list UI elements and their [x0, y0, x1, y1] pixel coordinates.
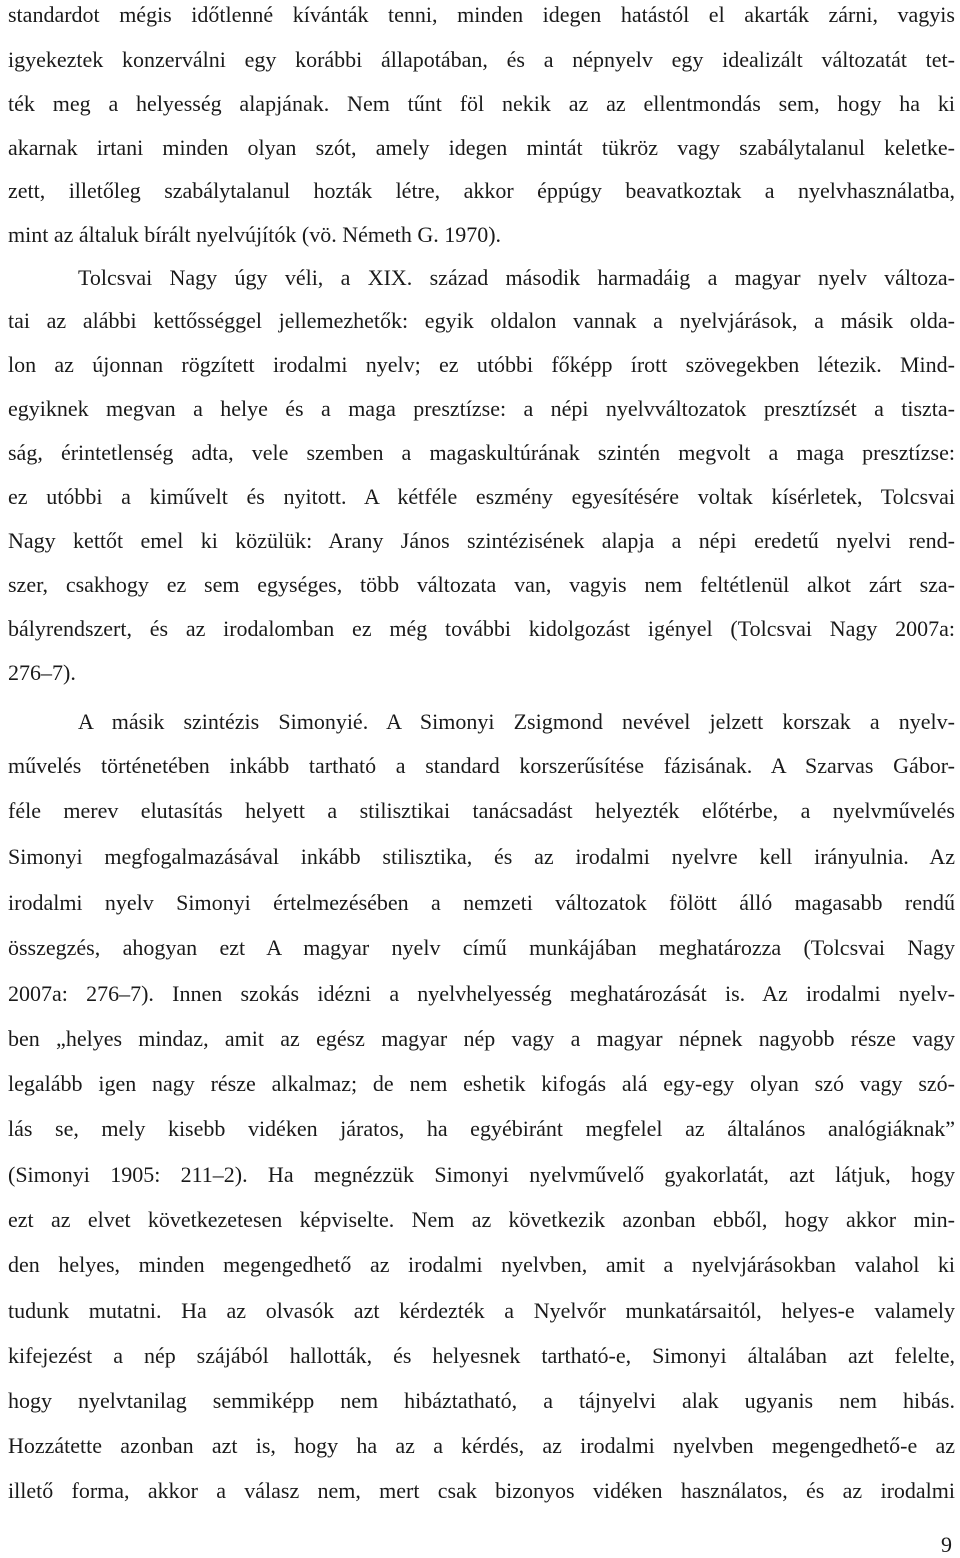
paragraph-first-line: Tolcsvai Nagy úgy véli, a XIX. század második harmadáig a magyar nyelv változa-: [78, 265, 955, 290]
text-line: lon az újonnan rögzített irodalmi nyelv; ez utóbbi főképp írott szövegekben létezik. Mind-: [8, 352, 955, 377]
text-line: tai az alábbi kettősséggel jellemezhetők: egyik oldalon vannak a nyelvjárások, a másik olda-: [8, 308, 955, 333]
text-line: mint az általuk bírált nyelvújítók (vö. Németh G. 1970).: [8, 222, 502, 247]
text-line: ezt az elvet következetesen képviselte. Nem az következik azonban ebből, hogy akkor min-: [8, 1207, 955, 1232]
text-line: Nagy kettőt emel ki közülük: Arany János szintézisének alapja a népi eredetű nyelvi rend-: [8, 528, 955, 553]
text-line: Hozzátette azonban azt is, hogy ha az a kérdés, az irodalmi nyelvben megengedhető-e az: [8, 1433, 955, 1458]
text-line: ben „helyes mindaz, amit az egész magyar nép vagy a magyar népnek nagyobb része vagy: [8, 1026, 955, 1051]
text-line: bályrendszert, és az irodalomban ez még további kidolgozást igényel (Tolcsvai Nagy 2007a:: [8, 616, 955, 641]
text-line: 2007a: 276–7). Innen szokás idézni a nyelvhelyesség meghatározását is. Az irodalmi nyelv-: [8, 981, 955, 1006]
text-line-with-title: [8, 933, 955, 963]
text-line: ság, érintetlenség adta, vele szemben a magaskultúrának szintén megvolt a maga presztízse:: [8, 440, 955, 465]
text-line: ték meg a helyesség alapjának. Nem tűnt föl nekik az az ellentmondás sem, hogy ha ki: [8, 91, 955, 116]
text-line: den helyes, minden megengedhető az irodalmi nyelvben, amit a nyelvjárásokban valahol ki: [8, 1252, 955, 1277]
text-line: ez utóbbi a kiművelt és nyitott. A kétféle eszmény egyesítésére voltak kísérletek, Tolcsvai: [8, 484, 955, 509]
text-line: irodalmi nyelv Simonyi értelmezésében a nemzeti változatok fölött álló magasabb rendű: [8, 890, 955, 915]
text-line: művelés történetében inkább tartható a standard korszerűsítése fázisának. A Szarvas Gábor-: [8, 753, 955, 778]
text-line: kifejezést a nép szájából hallották, és helyesnek tartható-e, Simonyi általában azt felelte,: [8, 1343, 955, 1368]
text-fragment: összegzés, ahogyan ezt A magyar nyelv című munkájában meghatározza (Tolcsvai Nagy: [8, 935, 955, 960]
paragraph-first-line: A másik szintézis Simonyié. A Simonyi Zsigmond nevével jelzett korszak a nyelv-: [78, 709, 955, 734]
text-line: illető forma, akkor a válasz nem, mert csak bizonyos vidéken használatos, és az irodalmi: [8, 1478, 955, 1503]
text-line: (Simonyi 1905: 211–2). Ha megnézzük Simonyi nyelvművelő gyakorlatát, azt látjuk, hogy: [8, 1162, 955, 1187]
page-number: 9: [941, 1532, 952, 1557]
text-line: féle merev elutasítás helyett a stilisztikai tanácsadást helyezték előtérbe, a nyelvművelés: [8, 798, 955, 823]
text-line: szer, csakhogy ez sem egységes, több változata van, vagyis nem feltétlenül alkot zárt sza-: [8, 572, 955, 597]
text-line: akarnak irtani minden olyan szót, amely idegen mintát tükröz vagy szabálytalanul keletke-: [8, 135, 955, 160]
text-line: igyekeztek konzerválni egy korábbi állapotában, és a népnyelv egy idealizált változatát tet-: [8, 47, 955, 72]
text-line: legalább igen nagy része alkalmaz; de nem eshetik kifogás alá egy-egy olyan szó vagy szó-: [8, 1071, 955, 1096]
text-line: egyiknek megvan a helye és a maga presztízse: a népi nyelvváltozatok presztízsét a tiszta-: [8, 396, 955, 421]
text-line: tudunk mutatni. Ha az olvasók azt kérdezték a Nyelvőr munkatársaitól, helyes-e valamely: [8, 1298, 955, 1323]
text-line: standardot mégis időtlenné kívánták tenni, minden idegen hatástól el akarták zárni, vagyis: [8, 2, 955, 27]
text-line: hogy nyelvtanilag semmiképp nem hibáztatható, a tájnyelvi alak ugyanis nem hibás.: [8, 1388, 955, 1413]
text-line: zett, illetőleg szabálytalanul hozták létre, akkor éppúgy beavatkoztak a nyelvhasználatba,: [8, 178, 955, 203]
text-line: Simonyi megfogalmazásával inkább stilisztika, és az irodalmi nyelvre kell irányulnia. Az: [8, 844, 955, 869]
text-line: lás se, mely kisebb vidéken járatos, ha egyébiránt megfelel az általános analógiáknak”: [8, 1116, 955, 1141]
text-line: 276–7).: [8, 660, 76, 685]
